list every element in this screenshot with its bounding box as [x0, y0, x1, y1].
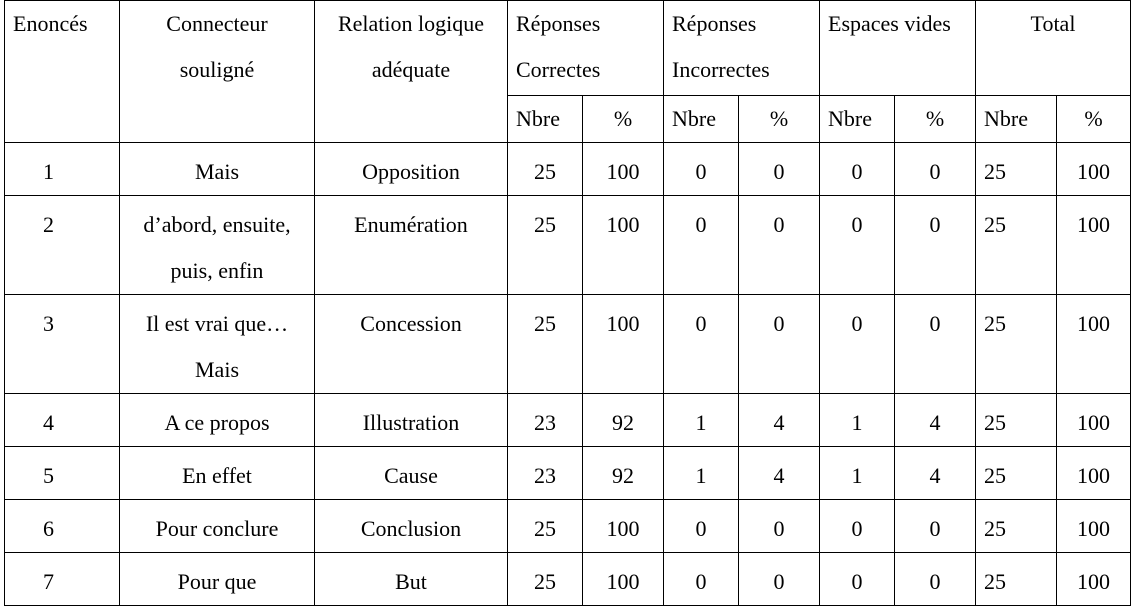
- cell-ri-pct: 0: [739, 196, 820, 295]
- cell-relation: Cause: [315, 447, 508, 500]
- cell-connecteur: A ce propos: [120, 394, 315, 447]
- cell-ev-nbre: 0: [820, 295, 895, 394]
- table-row: [5, 447, 1131, 500]
- subheader-ri-pct: %: [739, 96, 820, 143]
- cell-connecteur-line2: puis, enfin: [170, 258, 264, 283]
- cell-ev-pct: 0: [895, 553, 976, 606]
- subheader-total-pct: %: [1057, 96, 1131, 143]
- cell-relation: Concession: [315, 295, 508, 394]
- results-table: [4, 0, 1131, 606]
- header-connecteur-line2: souligné: [179, 57, 255, 82]
- cell-enonce: 6: [5, 500, 120, 553]
- subheader-rc-nbre: Nbre: [508, 96, 583, 143]
- table-row: [5, 295, 1131, 394]
- cell-ev-pct: 4: [895, 447, 976, 500]
- cell-ri-nbre: 0: [664, 553, 739, 606]
- cell-total-nbre: 25: [976, 500, 1057, 553]
- header-row: [5, 1, 1131, 96]
- cell-ri-pct: 0: [739, 500, 820, 553]
- cell-total-nbre: 25: [976, 196, 1057, 295]
- cell-rc-pct: 92: [583, 394, 664, 447]
- table-row: [5, 553, 1131, 606]
- cell-ri-pct: 0: [739, 143, 820, 196]
- cell-ri-pct: 0: [739, 295, 820, 394]
- header-relation-line2: adéquate: [371, 57, 451, 82]
- cell-ri-pct: 0: [739, 553, 820, 606]
- header-ri-line2: Incorrectes: [672, 57, 770, 82]
- cell-rc-pct: 100: [583, 196, 664, 295]
- cell-connecteur: Mais: [120, 143, 315, 196]
- cell-rc-nbre: 25: [508, 143, 583, 196]
- cell-total-pct: 100: [1057, 447, 1131, 500]
- cell-enonce: 1: [5, 143, 120, 196]
- cell-rc-nbre: 25: [508, 500, 583, 553]
- cell-ri-nbre: 0: [664, 143, 739, 196]
- cell-ri-nbre: 0: [664, 196, 739, 295]
- cell-relation: Opposition: [315, 143, 508, 196]
- header-connecteur: [120, 1, 315, 143]
- cell-connecteur-line1: Il est vrai que…: [145, 311, 289, 336]
- cell-connecteur: [120, 196, 315, 295]
- header-connecteur-line1: Connecteur: [166, 11, 268, 36]
- cell-rc-nbre: 23: [508, 394, 583, 447]
- cell-ev-nbre: 0: [820, 196, 895, 295]
- cell-total-pct: 100: [1057, 394, 1131, 447]
- cell-ri-nbre: 0: [664, 500, 739, 553]
- cell-rc-pct: 100: [583, 295, 664, 394]
- subheader-rc-pct: %: [583, 96, 664, 143]
- cell-rc-nbre: 25: [508, 553, 583, 606]
- subheader-ev-nbre: Nbre: [820, 96, 895, 143]
- subheader-ri-nbre: Nbre: [664, 96, 739, 143]
- cell-total-pct: 100: [1057, 500, 1131, 553]
- cell-total-nbre: 25: [976, 295, 1057, 394]
- cell-total-nbre: 25: [976, 143, 1057, 196]
- cell-total-pct: 100: [1057, 295, 1131, 394]
- cell-rc-nbre: 25: [508, 196, 583, 295]
- cell-enonce: 3: [5, 295, 120, 394]
- cell-rc-pct: 100: [583, 553, 664, 606]
- header-total: Total: [976, 1, 1131, 96]
- header-rc-line2: Correctes: [516, 57, 601, 82]
- cell-connecteur: [120, 295, 315, 394]
- cell-relation: Enumération: [315, 196, 508, 295]
- cell-rc-nbre: 23: [508, 447, 583, 500]
- cell-relation: Conclusion: [315, 500, 508, 553]
- table-row: [5, 394, 1131, 447]
- cell-ri-nbre: 1: [664, 394, 739, 447]
- cell-ev-pct: 0: [895, 196, 976, 295]
- cell-ri-nbre: 0: [664, 295, 739, 394]
- cell-enonce: 7: [5, 553, 120, 606]
- header-espaces-vides: Espaces vides: [820, 1, 976, 96]
- cell-ev-nbre: 0: [820, 553, 895, 606]
- table-row: [5, 500, 1131, 553]
- cell-relation: But: [315, 553, 508, 606]
- cell-rc-nbre: 25: [508, 295, 583, 394]
- cell-ev-nbre: 1: [820, 394, 895, 447]
- cell-rc-pct: 100: [583, 143, 664, 196]
- cell-enonce: 2: [5, 196, 120, 295]
- cell-ev-pct: 0: [895, 295, 976, 394]
- header-relation-line1: Relation logique: [337, 11, 485, 36]
- cell-ev-pct: 4: [895, 394, 976, 447]
- cell-rc-pct: 92: [583, 447, 664, 500]
- cell-connecteur: Pour conclure: [120, 500, 315, 553]
- cell-total-nbre: 25: [976, 447, 1057, 500]
- cell-total-nbre: 25: [976, 553, 1057, 606]
- cell-ev-nbre: 0: [820, 143, 895, 196]
- cell-connecteur: Pour que: [120, 553, 315, 606]
- table-row: [5, 143, 1131, 196]
- cell-connecteur-line1: d’abord, ensuite,: [143, 212, 291, 237]
- cell-ev-nbre: 1: [820, 447, 895, 500]
- header-ri-line1: Réponses: [672, 11, 757, 36]
- cell-connecteur: En effet: [120, 447, 315, 500]
- cell-ev-nbre: 0: [820, 500, 895, 553]
- cell-ri-pct: 4: [739, 394, 820, 447]
- cell-total-pct: 100: [1057, 143, 1131, 196]
- cell-total-nbre: 25: [976, 394, 1057, 447]
- header-reponses-incorrectes: [664, 1, 820, 96]
- cell-enonce: 5: [5, 447, 120, 500]
- cell-ev-pct: 0: [895, 500, 976, 553]
- header-rc-line1: Réponses: [516, 11, 601, 36]
- cell-ri-pct: 4: [739, 447, 820, 500]
- subheader-total-nbre: Nbre: [976, 96, 1057, 143]
- cell-total-pct: 100: [1057, 196, 1131, 295]
- header-relation: [315, 1, 508, 143]
- cell-ri-nbre: 1: [664, 447, 739, 500]
- cell-total-pct: 100: [1057, 553, 1131, 606]
- cell-ev-pct: 0: [895, 143, 976, 196]
- cell-relation: Illustration: [315, 394, 508, 447]
- cell-enonce: 4: [5, 394, 120, 447]
- cell-connecteur-line2: Mais: [195, 357, 239, 382]
- header-enonces: Enoncés: [5, 1, 120, 143]
- cell-rc-pct: 100: [583, 500, 664, 553]
- subheader-ev-pct: %: [895, 96, 976, 143]
- header-reponses-correctes: [508, 1, 664, 96]
- table-row: [5, 196, 1131, 295]
